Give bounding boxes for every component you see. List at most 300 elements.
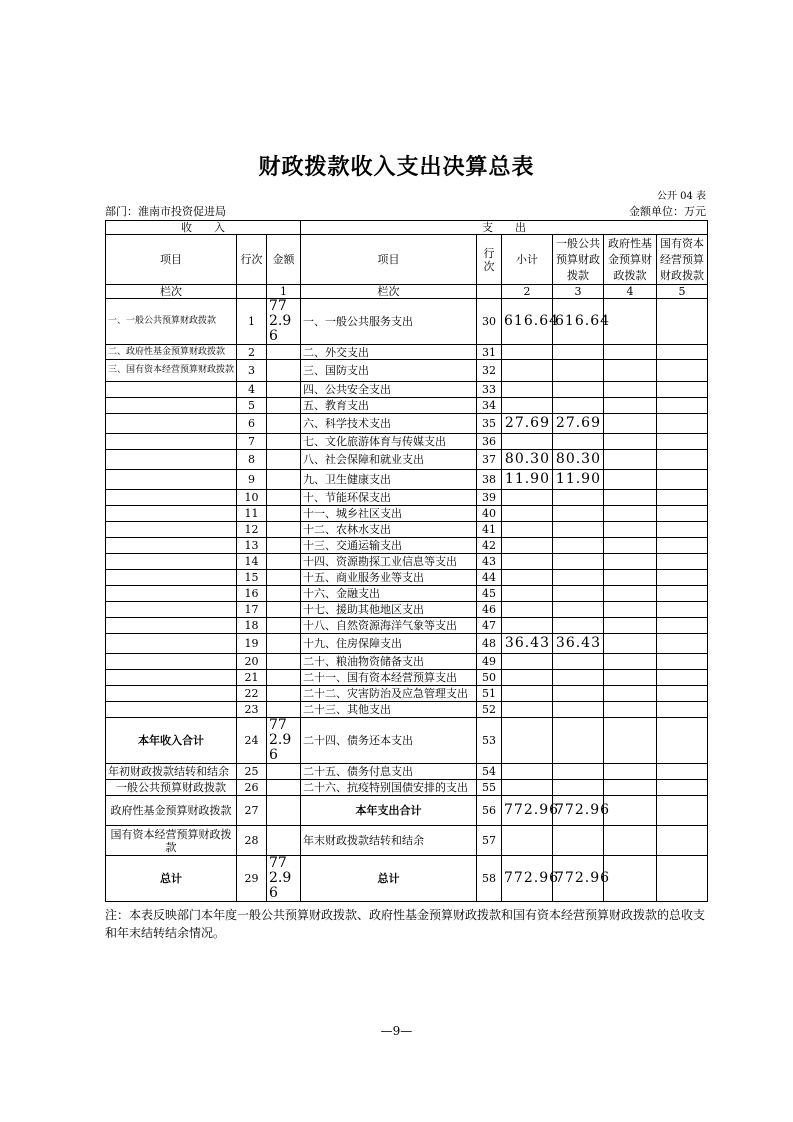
expense-subtotal	[502, 602, 553, 618]
income-line: 14	[237, 554, 267, 570]
expense-item: 八、社会保障和就业支出	[301, 450, 477, 470]
expense-gov-fund	[604, 618, 657, 634]
income-item	[106, 522, 237, 538]
expense-general-budget: 772.96	[553, 856, 604, 902]
expense-state-capital	[657, 654, 708, 670]
in-amount-header: 金额	[267, 235, 301, 285]
final-accounts-table	[105, 220, 708, 902]
expense-state-capital	[657, 360, 708, 382]
expense-state-capital	[657, 450, 708, 470]
expense-item: 十一、城乡社区支出	[301, 506, 477, 522]
subtotal-header: 小计	[502, 235, 553, 285]
expense-state-capital	[657, 586, 708, 602]
expense-general-budget	[553, 570, 604, 586]
expense-gov-fund	[604, 490, 657, 506]
unit-label: 金额单位：万元	[629, 205, 706, 218]
expense-item: 二、外交支出	[301, 345, 477, 360]
expense-subtotal: 772.96	[502, 796, 553, 826]
expense-state-capital	[657, 856, 708, 902]
expense-line: 57	[477, 826, 502, 856]
expense-subtotal	[502, 538, 553, 554]
expense-state-capital	[657, 299, 708, 345]
income-line: 26	[237, 780, 267, 796]
expense-item: 五、教育支出	[301, 398, 477, 414]
income-line: 6	[237, 414, 267, 434]
expense-line: 41	[477, 522, 502, 538]
expense-state-capital	[657, 434, 708, 450]
expense-general-budget	[553, 654, 604, 670]
income-item	[106, 490, 237, 506]
expense-item: 本年支出合计	[301, 796, 477, 826]
expense-state-capital	[657, 670, 708, 686]
income-amount	[267, 764, 301, 780]
expense-subtotal: 36.43	[502, 634, 553, 654]
expense-gov-fund	[604, 554, 657, 570]
expense-gov-fund	[604, 538, 657, 554]
table-row	[106, 345, 708, 360]
table-row	[106, 826, 708, 856]
department-label: 部门：淮南市投资促进局	[105, 205, 226, 218]
expense-subtotal	[502, 702, 553, 718]
expense-general-budget	[553, 538, 604, 554]
table-row	[106, 522, 708, 538]
expense-item: 年末财政拨款结转和结余	[301, 826, 477, 856]
income-amount	[267, 826, 301, 856]
income-item	[106, 602, 237, 618]
expense-subtotal	[502, 586, 553, 602]
expense-gov-fund	[604, 602, 657, 618]
form-number: 公开 04 表	[656, 191, 706, 202]
expense-line: 33	[477, 382, 502, 398]
table-row	[106, 654, 708, 670]
page-title: 财政拨款收入支出决算总表	[258, 154, 535, 180]
col-num-1: 1	[267, 285, 301, 299]
income-amount	[267, 506, 301, 522]
expense-subtotal	[502, 826, 553, 856]
table-note: 注：本表反映部门本年度一般公共预算财政拨款、政府性基金预算财政拨款和国有资本经营预算财政拨款的总收支和年末结转结余情况。	[105, 908, 706, 940]
expense-general-budget	[553, 586, 604, 602]
expense-subtotal	[502, 764, 553, 780]
expense-gov-fund	[604, 570, 657, 586]
income-amount	[267, 780, 301, 796]
income-line: 23	[237, 702, 267, 718]
income-amount	[267, 554, 301, 570]
expense-general-budget: 616.64	[553, 299, 604, 345]
income-amount	[267, 345, 301, 360]
income-amount	[267, 414, 301, 434]
expense-gov-fund	[604, 360, 657, 382]
income-item	[106, 586, 237, 602]
expense-line: 35	[477, 414, 502, 434]
income-amount	[267, 538, 301, 554]
expense-general-budget	[553, 602, 604, 618]
expense-general-budget	[553, 360, 604, 382]
table-row	[106, 686, 708, 702]
income-amount	[267, 602, 301, 618]
expense-item: 总计	[301, 856, 477, 902]
expense-line: 38	[477, 470, 502, 490]
expense-item: 一、一般公共服务支出	[301, 299, 477, 345]
in-line-header: 行次	[237, 235, 267, 285]
expense-subtotal	[502, 398, 553, 414]
expense-state-capital	[657, 522, 708, 538]
expense-general-budget	[553, 670, 604, 686]
expense-line: 54	[477, 764, 502, 780]
income-item	[106, 670, 237, 686]
income-item	[106, 618, 237, 634]
expense-subtotal	[502, 382, 553, 398]
income-amount	[267, 470, 301, 490]
income-amount	[267, 360, 301, 382]
expense-line: 39	[477, 490, 502, 506]
income-item	[106, 634, 237, 654]
income-item	[106, 382, 237, 398]
expense-item: 二十二、灾害防治及应急管理支出	[301, 686, 477, 702]
income-item: 政府性基金预算财政拨款	[106, 796, 237, 826]
income-amount	[267, 490, 301, 506]
income-item	[106, 506, 237, 522]
expense-line: 40	[477, 506, 502, 522]
expense-gov-fund	[604, 634, 657, 654]
expense-gov-fund	[604, 345, 657, 360]
income-item	[106, 686, 237, 702]
income-amount: 772.96	[267, 856, 301, 902]
in-item-header: 项目	[106, 235, 237, 285]
expense-general-budget	[553, 522, 604, 538]
expense-line: 53	[477, 718, 502, 764]
income-line: 15	[237, 570, 267, 586]
table-row	[106, 414, 708, 434]
income-item: 一般公共预算财政拨款	[106, 780, 237, 796]
expense-state-capital	[657, 702, 708, 718]
income-line: 29	[237, 856, 267, 902]
expense-general-budget	[553, 826, 604, 856]
income-line: 2	[237, 345, 267, 360]
table-row	[106, 398, 708, 414]
table-row	[106, 702, 708, 718]
income-line: 17	[237, 602, 267, 618]
expense-item: 六、科学技术支出	[301, 414, 477, 434]
income-item: 总计	[106, 856, 237, 902]
expense-line: 58	[477, 856, 502, 902]
income-item: 三、国有资本经营预算财政拨款	[106, 360, 237, 382]
expense-subtotal	[502, 554, 553, 570]
expense-item: 二十三、其他支出	[301, 702, 477, 718]
table-row	[106, 634, 708, 654]
expense-item: 十、节能环保支出	[301, 490, 477, 506]
expense-header: 支 出	[301, 221, 708, 235]
income-line: 25	[237, 764, 267, 780]
expense-subtotal	[502, 780, 553, 796]
expense-subtotal	[502, 570, 553, 586]
expense-general-budget: 36.43	[553, 634, 604, 654]
blank-cell	[237, 285, 267, 299]
expense-state-capital	[657, 826, 708, 856]
income-line: 20	[237, 654, 267, 670]
expense-subtotal: 772.96	[502, 856, 553, 902]
expense-state-capital	[657, 686, 708, 702]
col-num-3: 3	[553, 285, 604, 299]
income-amount	[267, 702, 301, 718]
expense-gov-fund	[604, 506, 657, 522]
expense-item: 二十一、国有资本经营预算支出	[301, 670, 477, 686]
income-item	[106, 470, 237, 490]
expense-general-budget	[553, 434, 604, 450]
general-budget-header: 一般公共预算财政拨款	[553, 235, 604, 285]
expense-item: 三、国防支出	[301, 360, 477, 382]
expense-state-capital	[657, 554, 708, 570]
blank-cell	[477, 285, 502, 299]
table-row	[106, 780, 708, 796]
gov-fund-header: 政府性基金预算财政拨款	[604, 235, 657, 285]
income-amount	[267, 522, 301, 538]
expense-subtotal	[502, 618, 553, 634]
income-line: 11	[237, 506, 267, 522]
expense-line: 43	[477, 554, 502, 570]
expense-state-capital	[657, 490, 708, 506]
ex-line-header: 行次	[477, 235, 502, 285]
income-line: 3	[237, 360, 267, 382]
income-item: 本年收入合计	[106, 718, 237, 764]
income-line: 24	[237, 718, 267, 764]
expense-gov-fund	[604, 434, 657, 450]
table-row	[106, 586, 708, 602]
expense-gov-fund	[604, 686, 657, 702]
expense-item: 九、卫生健康支出	[301, 470, 477, 490]
table-row	[106, 360, 708, 382]
expense-subtotal	[502, 522, 553, 538]
expense-gov-fund	[604, 414, 657, 434]
col-label-ex: 栏次	[301, 285, 477, 299]
expense-state-capital	[657, 796, 708, 826]
expense-item: 十四、资源勘探工业信息等支出	[301, 554, 477, 570]
page-number: —9—	[380, 1024, 413, 1038]
state-capital-header: 国有资本经营预算财政拨款	[657, 235, 708, 285]
expense-state-capital	[657, 618, 708, 634]
expense-general-budget: 772.96	[553, 796, 604, 826]
expense-gov-fund	[604, 796, 657, 826]
table-row	[106, 618, 708, 634]
expense-state-capital	[657, 764, 708, 780]
income-line: 13	[237, 538, 267, 554]
income-amount	[267, 398, 301, 414]
expense-item: 十三、交通运输支出	[301, 538, 477, 554]
expense-subtotal	[502, 490, 553, 506]
income-item	[106, 702, 237, 718]
expense-gov-fund	[604, 586, 657, 602]
expense-gov-fund	[604, 654, 657, 670]
expense-gov-fund	[604, 470, 657, 490]
expense-gov-fund	[604, 299, 657, 345]
table-row	[106, 538, 708, 554]
expense-general-budget	[553, 618, 604, 634]
income-item	[106, 654, 237, 670]
col-num-5: 5	[657, 285, 708, 299]
income-line: 22	[237, 686, 267, 702]
income-amount	[267, 796, 301, 826]
income-line: 4	[237, 382, 267, 398]
expense-subtotal	[502, 434, 553, 450]
expense-subtotal: 80.30	[502, 450, 553, 470]
expense-item: 十六、金融支出	[301, 586, 477, 602]
expense-item: 二十五、债务付息支出	[301, 764, 477, 780]
expense-general-budget: 11.90	[553, 470, 604, 490]
expense-state-capital	[657, 718, 708, 764]
expense-subtotal: 27.69	[502, 414, 553, 434]
expense-gov-fund	[604, 522, 657, 538]
income-line: 16	[237, 586, 267, 602]
income-item: 年初财政拨款结转和结余	[106, 764, 237, 780]
table-row	[106, 490, 708, 506]
income-amount	[267, 586, 301, 602]
income-item: 二、政府性基金预算财政拨款	[106, 345, 237, 360]
expense-general-budget: 27.69	[553, 414, 604, 434]
expense-subtotal	[502, 686, 553, 702]
expense-general-budget	[553, 554, 604, 570]
expense-general-budget	[553, 506, 604, 522]
expense-gov-fund	[604, 780, 657, 796]
table-row	[106, 570, 708, 586]
expense-subtotal: 11.90	[502, 470, 553, 490]
expense-item: 二十、粮油物资储备支出	[301, 654, 477, 670]
expense-line: 36	[477, 434, 502, 450]
income-line: 8	[237, 450, 267, 470]
expense-gov-fund	[604, 382, 657, 398]
expense-state-capital	[657, 345, 708, 360]
income-amount: 772.96	[267, 718, 301, 764]
expense-general-budget	[553, 345, 604, 360]
expense-line: 32	[477, 360, 502, 382]
income-amount	[267, 686, 301, 702]
expense-general-budget	[553, 382, 604, 398]
expense-gov-fund	[604, 826, 657, 856]
col-num-4: 4	[604, 285, 657, 299]
expense-line: 52	[477, 702, 502, 718]
expense-general-budget	[553, 718, 604, 764]
expense-state-capital	[657, 382, 708, 398]
expense-subtotal	[502, 718, 553, 764]
expense-gov-fund	[604, 702, 657, 718]
expense-gov-fund	[604, 764, 657, 780]
expense-gov-fund	[604, 670, 657, 686]
expense-item: 十八、自然资源海洋气象等支出	[301, 618, 477, 634]
expense-line: 37	[477, 450, 502, 470]
expense-general-budget	[553, 398, 604, 414]
income-line: 5	[237, 398, 267, 414]
expense-state-capital	[657, 634, 708, 654]
expense-line: 47	[477, 618, 502, 634]
expense-general-budget	[553, 780, 604, 796]
income-amount	[267, 450, 301, 470]
income-line: 12	[237, 522, 267, 538]
expense-line: 51	[477, 686, 502, 702]
income-item	[106, 414, 237, 434]
expense-line: 30	[477, 299, 502, 345]
expense-subtotal: 616.64	[502, 299, 553, 345]
table-row	[106, 602, 708, 618]
income-item	[106, 450, 237, 470]
expense-general-budget: 80.30	[553, 450, 604, 470]
income-amount	[267, 434, 301, 450]
expense-item: 十九、住房保障支出	[301, 634, 477, 654]
expense-subtotal	[502, 360, 553, 382]
income-amount	[267, 654, 301, 670]
expense-state-capital	[657, 570, 708, 586]
income-item	[106, 570, 237, 586]
expense-subtotal	[502, 506, 553, 522]
expense-item: 十二、农林水支出	[301, 522, 477, 538]
table-row	[106, 670, 708, 686]
table-row	[106, 718, 708, 764]
income-amount	[267, 670, 301, 686]
income-item	[106, 538, 237, 554]
expense-item: 四、公共安全支出	[301, 382, 477, 398]
income-line: 21	[237, 670, 267, 686]
expense-line: 46	[477, 602, 502, 618]
income-item: 国有资本经营预算财政拨款	[106, 826, 237, 856]
expense-gov-fund	[604, 450, 657, 470]
table-row	[106, 506, 708, 522]
income-amount	[267, 382, 301, 398]
expense-state-capital	[657, 506, 708, 522]
expense-general-budget	[553, 490, 604, 506]
table-row	[106, 554, 708, 570]
expense-item: 二十四、债务还本支出	[301, 718, 477, 764]
income-header: 收 入	[106, 221, 301, 235]
expense-item: 七、文化旅游体育与传媒支出	[301, 434, 477, 450]
expense-general-budget	[553, 702, 604, 718]
income-line: 18	[237, 618, 267, 634]
expense-line: 56	[477, 796, 502, 826]
income-line: 28	[237, 826, 267, 856]
expense-line: 45	[477, 586, 502, 602]
income-item: 一、一般公共预算财政拨款	[106, 299, 237, 345]
expense-line: 49	[477, 654, 502, 670]
expense-subtotal	[502, 670, 553, 686]
income-amount	[267, 570, 301, 586]
income-line: 10	[237, 490, 267, 506]
expense-gov-fund	[604, 718, 657, 764]
table-row	[106, 450, 708, 470]
expense-item: 十七、援助其他地区支出	[301, 602, 477, 618]
income-line: 27	[237, 796, 267, 826]
table-row	[106, 470, 708, 490]
table-row	[106, 299, 708, 345]
table-row	[106, 434, 708, 450]
income-line: 19	[237, 634, 267, 654]
expense-state-capital	[657, 780, 708, 796]
expense-line: 50	[477, 670, 502, 686]
expense-line: 44	[477, 570, 502, 586]
col-num-2: 2	[502, 285, 553, 299]
table-row	[106, 764, 708, 780]
income-amount	[267, 634, 301, 654]
expense-line: 48	[477, 634, 502, 654]
expense-state-capital	[657, 470, 708, 490]
expense-line: 34	[477, 398, 502, 414]
expense-item: 十五、商业服务业等支出	[301, 570, 477, 586]
expense-item: 二十六、抗疫特别国债安排的支出	[301, 780, 477, 796]
income-item	[106, 434, 237, 450]
income-amount	[267, 618, 301, 634]
expense-subtotal	[502, 654, 553, 670]
expense-gov-fund	[604, 856, 657, 902]
income-line: 7	[237, 434, 267, 450]
expense-general-budget	[553, 764, 604, 780]
expense-state-capital	[657, 398, 708, 414]
income-item	[106, 554, 237, 570]
table-row	[106, 856, 708, 902]
